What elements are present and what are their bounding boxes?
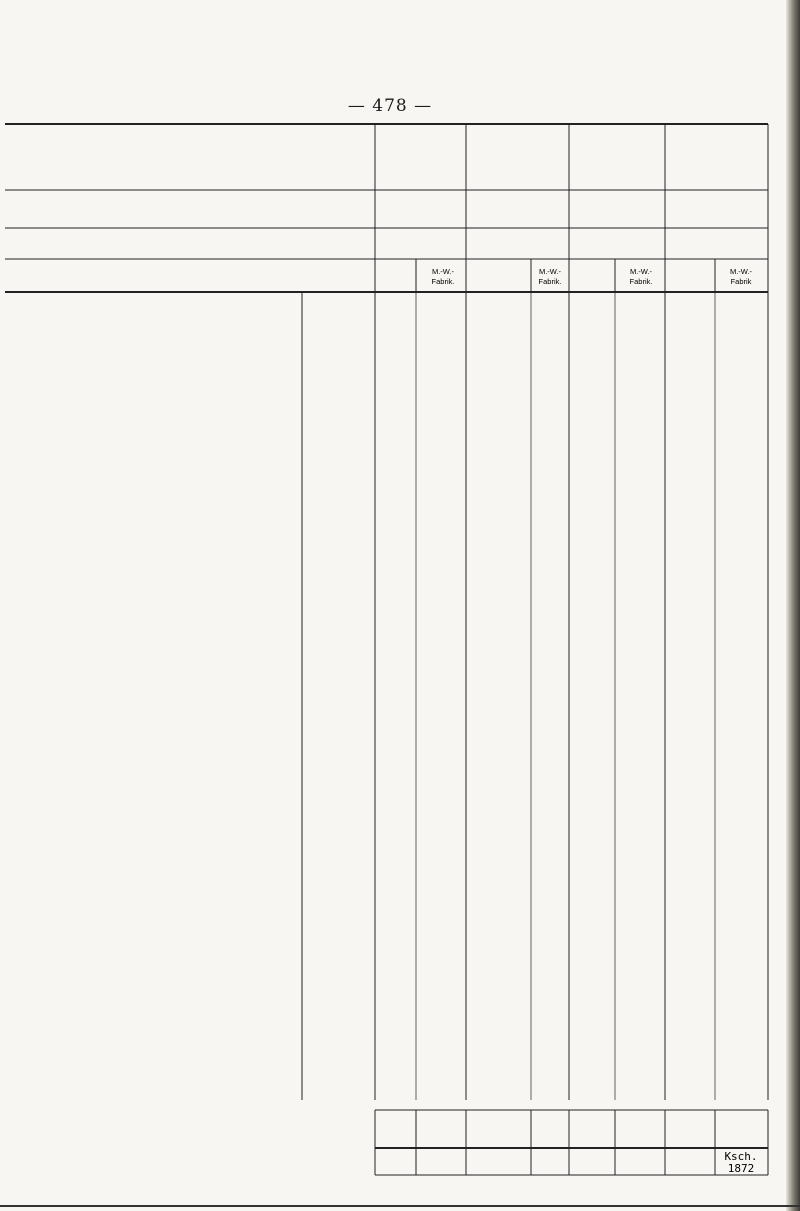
bottom-rule — [0, 1205, 800, 1207]
subcolumn-header: Fabrik. — [538, 277, 562, 286]
subcolumn-header: M.-W.- — [629, 267, 653, 276]
subcolumn-header: Fabrik. — [431, 277, 455, 286]
source-code: Ksch. — [724, 1150, 758, 1163]
subcolumn-header: Fabrik. — [629, 277, 653, 286]
subcolumn-header: M.-W.- — [431, 267, 455, 276]
page-number: — 478 — — [347, 96, 433, 116]
source-code: 1872 — [727, 1162, 755, 1175]
subcolumn-header: M.-W.- — [729, 267, 753, 276]
subcolumn-header: Fabrik — [730, 277, 752, 286]
subcolumn-header: M.-W.- — [538, 267, 562, 276]
book-binding-edge — [786, 0, 800, 1211]
